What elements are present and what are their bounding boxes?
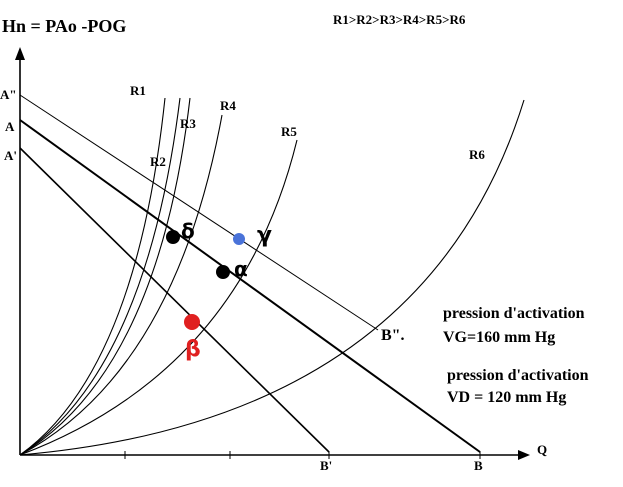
curve-label-r6: R6: [469, 147, 485, 162]
point-alpha: [216, 265, 230, 279]
annotation-vg-line2: VG=160 mm Hg: [443, 329, 556, 346]
label-delta: δ: [181, 219, 195, 243]
header-equation: Hn = PAo -POG: [2, 16, 127, 36]
label-beta: β: [185, 337, 201, 362]
label-b-double-prime: B".: [381, 327, 405, 344]
resistance-order: R1>R2>R3>R4>R5>R6: [333, 12, 466, 27]
curve-label-r4: R4: [220, 98, 236, 113]
y-tick-a-double-prime: A": [0, 87, 17, 102]
point-delta: [166, 230, 180, 244]
curve-label-r2: R2: [150, 154, 166, 169]
label-gamma: γ: [257, 223, 272, 248]
line-a-double-prime-b-double-prime: [20, 95, 378, 330]
curve-r5: [20, 140, 297, 455]
curve-label-r1: R1: [130, 83, 146, 98]
label-alpha: α: [234, 257, 248, 281]
annotation-vg-line1: pression d'activation: [443, 305, 585, 322]
x-axis-label: Q: [537, 442, 548, 457]
x-tick-b: B: [474, 458, 483, 473]
annotation-vd-line2: VD = 120 mm Hg: [447, 389, 567, 406]
curve-label-r3: R3: [180, 116, 196, 131]
x-axis-arrow: [518, 450, 530, 460]
curve-r2: [20, 98, 180, 455]
y-tick-a: A: [5, 119, 15, 134]
point-gamma: [233, 233, 245, 245]
y-axis-arrow: [15, 47, 25, 60]
curve-r3: [20, 98, 190, 455]
annotation-vd-line1: pression d'activation: [447, 367, 589, 384]
activation-lines: [20, 95, 480, 452]
y-tick-a-prime: A': [4, 148, 17, 163]
point-beta: [184, 314, 200, 330]
curve-label-r5: R5: [281, 124, 297, 139]
x-tick-b-prime: B': [320, 458, 333, 473]
